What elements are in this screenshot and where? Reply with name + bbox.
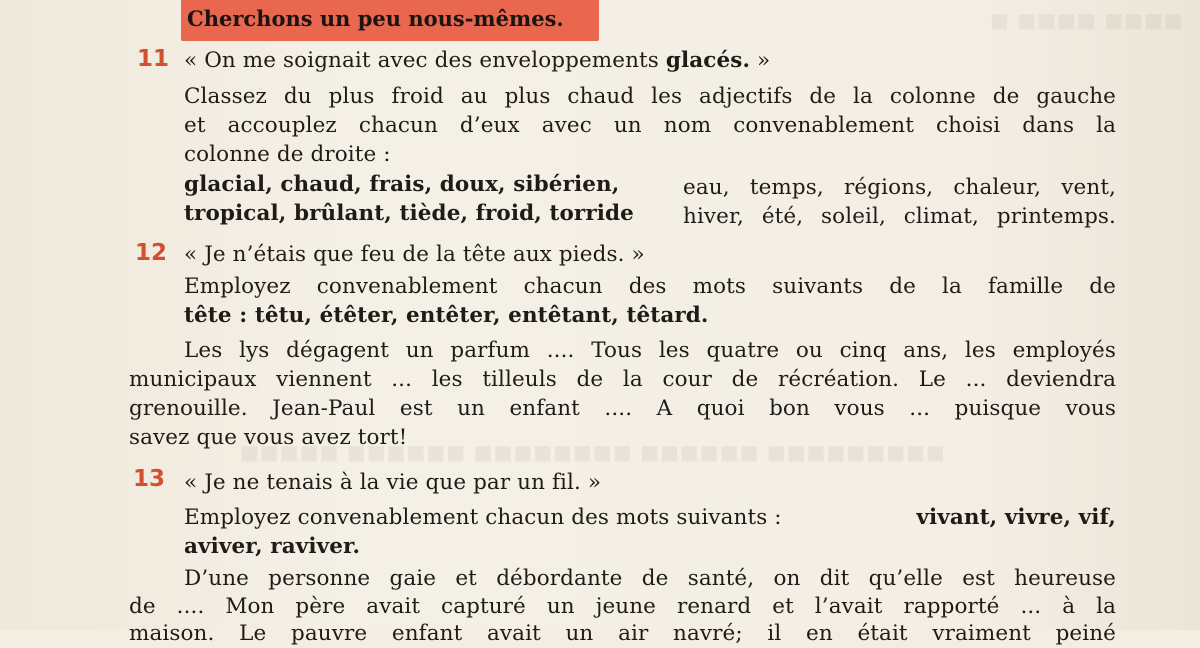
exercise-11-instruction-line-2: et accouplez chacun d’eux avec un nom convenablement choisi dans la (184, 113, 1116, 138)
adjectives-line-1: glacial, chaud, frais, doux, sibérien, (184, 172, 620, 197)
exercise-12-paragraph-line-1: Les lys dégagent un parfum .... Tous les quatre ou cinq ans, les employés (184, 338, 1116, 363)
exercise-13-paragraph-line-3: maison. Le pauvre enfant avait un air navré; il en était vraiment peiné (129, 621, 1116, 646)
section-header: Cherchons un peu nous-mêmes. (187, 6, 564, 31)
exercise-number-13: 13 (133, 466, 166, 492)
exercise-number-11: 11 (137, 46, 170, 72)
exercise-12-paragraph-line-3: grenouille. Jean-Paul est un enfant .... A quoi bon vous ... puisque vous (129, 396, 1116, 421)
exercise-13-paragraph-line-2: de .... Mon père avait capturé un jeune renard et l’avait rapporté ... à la (129, 594, 1116, 619)
nouns-line-2: hiver, été, soleil, climat, printemps. (683, 204, 1116, 229)
adjectives-line-2: tropical, brûlant, tiède, froid, torride (184, 201, 634, 226)
exercise-12-paragraph-line-4: savez que vous avez tort! (129, 425, 408, 450)
exercise-13-paragraph-line-1: D’une personne gaie et débordante de santé, on dit qu’elle est heureuse (184, 566, 1116, 591)
exercise-13-quote: « Je ne tenais à la vie que par un fil. » (184, 470, 602, 495)
exercise-11-instruction-line-3: colonne de droite : (184, 142, 391, 167)
exercise-12-word-list: tête : têtu, étêter, entêter, entêtant, têtard. (184, 303, 709, 328)
exercise-12-paragraph-line-2: municipaux viennent ... les tilleuls de la cour de récréation. Le ... deviendra (129, 367, 1116, 392)
exercise-number-12: 12 (135, 240, 168, 266)
exercise-11-instruction-line-1: Classez du plus froid au plus chaud les adjectifs de la colonne de gauche (184, 84, 1116, 109)
bleed-through-text: ■ ■■■■ ■■■■ (990, 8, 1184, 32)
nouns-line-1: eau, temps, régions, chaleur, vent, (683, 175, 1116, 200)
exercise-12-instruction-line-1: Employez convenablement chacun des mots suivants de la famille de (184, 274, 1116, 299)
exercise-13-instruction-line-1: Employez convenablement chacun des mots suivants : vivant, vivre, vif, (184, 505, 1116, 530)
exercise-13-word-list: aviver, raviver. (184, 534, 361, 559)
bleed-through-text: ■■■■■ ■■■■■■ ■■■■■■■■ ■■■■■■ ■■■■■■■■■ (240, 440, 946, 464)
exercise-12-quote: « Je n’étais que feu de la tête aux pieds. » (184, 242, 645, 267)
exercise-11-quote: « On me soignait avec des enveloppements glacés. » (184, 48, 771, 73)
